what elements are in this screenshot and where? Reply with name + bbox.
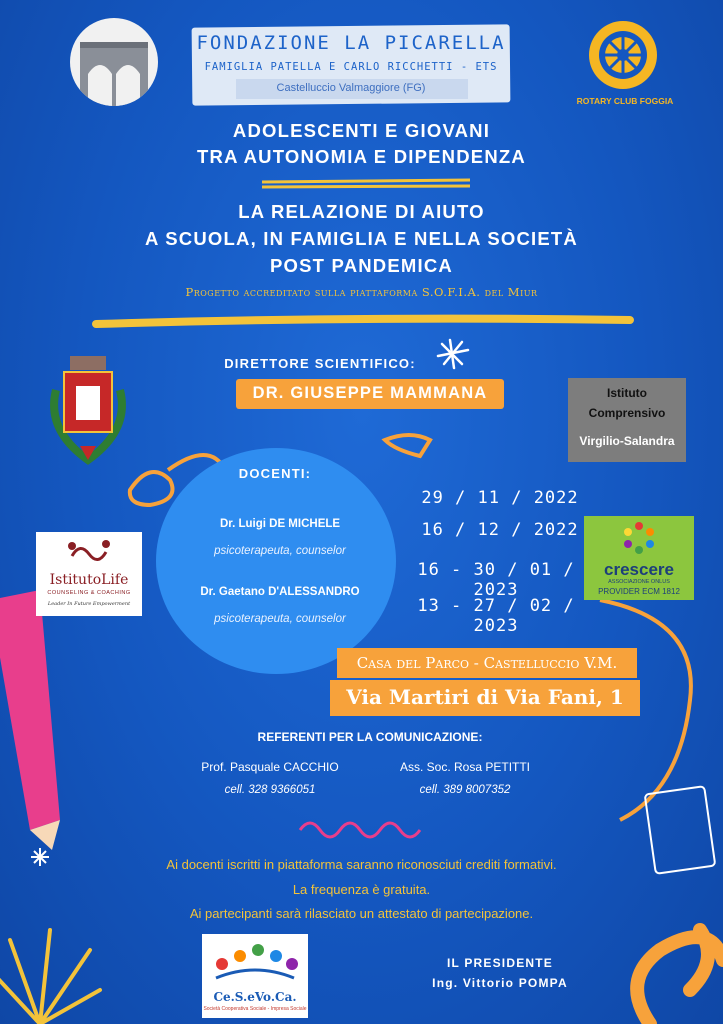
director-label: DIRETTORE SCIENTIFICO: — [224, 356, 416, 371]
info-note: La frequenza è gratuita. — [292, 882, 431, 897]
logo-text: Ce.S.eVo.Ca. — [213, 990, 297, 1004]
logo-text: crescere — [604, 560, 674, 579]
teacher-role: psicoterapeuta, counselor — [214, 613, 346, 625]
logo-text: IstitutoLife — [49, 572, 129, 588]
accreditation-note: Progetto accreditato sulla piattaforma S.O.F.I.A. del Miur — [185, 285, 538, 299]
docenti-label: DOCENTI: — [238, 466, 312, 481]
fondazione-logo — [70, 18, 158, 106]
title-underline — [262, 180, 470, 187]
sunburst-icon — [0, 930, 100, 1024]
children-hands-icon — [202, 934, 308, 990]
org-location: Castelluccio Valmaggiore (FG) — [276, 82, 426, 94]
referent-name: Prof. Pasquale CACCHIO — [201, 760, 339, 774]
org-subtitle: FAMIGLIA PATELLA E CARLO RICCHETTI - ETS — [204, 61, 498, 73]
logo-text: ASSOCIAZIONE ONLUS — [608, 579, 670, 585]
logo-text: Società Cooperativa Sociale - Impresa Sociale — [203, 1006, 307, 1012]
date-item: 29 / 11 / 2022 — [421, 488, 579, 508]
date-item: 16 - 30 / 01 / 2023 — [417, 560, 575, 600]
brush-stroke — [96, 319, 630, 324]
logo-text: COUNSELING & COACHING — [47, 590, 131, 596]
date-item: 16 / 12 / 2022 — [421, 520, 579, 540]
main-title-line-1: ADOLESCENTI E GIOVANI — [232, 120, 491, 141]
small-star-icon — [31, 848, 49, 866]
docenti-circle — [156, 448, 396, 674]
rotary-label: ROTARY CLUB FOGGIA — [576, 96, 674, 106]
teacher-name: Dr. Gaetano D'ALESSANDRO — [200, 586, 360, 598]
director-name: DR. GIUSEPPE MAMMANA — [252, 384, 488, 402]
pencil-icon — [0, 590, 60, 850]
teacher-role: psicoterapeuta, counselor — [214, 545, 346, 557]
org-title: FONDAZIONE LA PICARELLA — [196, 32, 506, 54]
logo-text: PROVIDER ECM 1812 — [598, 587, 680, 596]
infinity-people-icon — [36, 532, 142, 572]
date-item: 13 - 27 / 02 / 2023 — [417, 596, 575, 636]
people-circle-icon — [584, 516, 694, 560]
castle-shield-icon — [36, 350, 140, 470]
referents-label: REFERENTI PER LA COMUNICAZIONE: — [257, 730, 483, 744]
referent-name: Ass. Soc. Rosa PETITTI — [399, 760, 531, 774]
referent-phone: cell. 328 9366051 — [224, 784, 316, 796]
sparkle-icon — [438, 340, 468, 368]
president-label: IL PRESIDENTE — [446, 956, 554, 970]
orange-doodle-top — [385, 435, 430, 456]
logo-text: Comprensivo — [588, 406, 666, 420]
logo-text: Virgilio-Salandra — [579, 434, 675, 448]
president-name: Ing. Vittorio POMPA — [432, 976, 568, 990]
logo-text: Istituto — [607, 386, 647, 400]
pink-squiggle — [300, 823, 420, 837]
arches-icon — [70, 18, 158, 106]
venue-address: Via Martiri di Via Fani, 1 — [346, 685, 624, 709]
info-note: Ai docenti iscritti in piattaforma saranno riconosciuti crediti formativi. — [166, 857, 557, 872]
subtitle-line-2: A SCUOLA, IN FAMIGLIA E NELLA SOCIETÀ — [145, 228, 578, 249]
subtitle-line-3: POST PANDEMICA — [270, 255, 453, 276]
logo-text: Leader In Future Empowerment — [47, 601, 131, 607]
venue-name: Casa del Parco - Castelluccio V.M. — [356, 654, 618, 672]
info-note: Ai partecipanti sarà rilasciato un attestato di partecipazione. — [189, 906, 534, 921]
subtitle-line-1: LA RELAZIONE DI AIUTO — [238, 201, 485, 222]
rotary-logo — [586, 18, 660, 92]
teacher-name: Dr. Luigi DE MICHELE — [219, 518, 341, 530]
main-title-line-2: TRA AUTONOMIA E DIPENDENZA — [197, 146, 526, 167]
rotary-wheel-icon — [586, 18, 660, 92]
coat-of-arms-logo — [36, 350, 140, 470]
notebook-icon — [645, 786, 716, 874]
orange-scribble — [637, 930, 723, 1024]
referent-phone: cell. 389 8007352 — [419, 784, 511, 796]
